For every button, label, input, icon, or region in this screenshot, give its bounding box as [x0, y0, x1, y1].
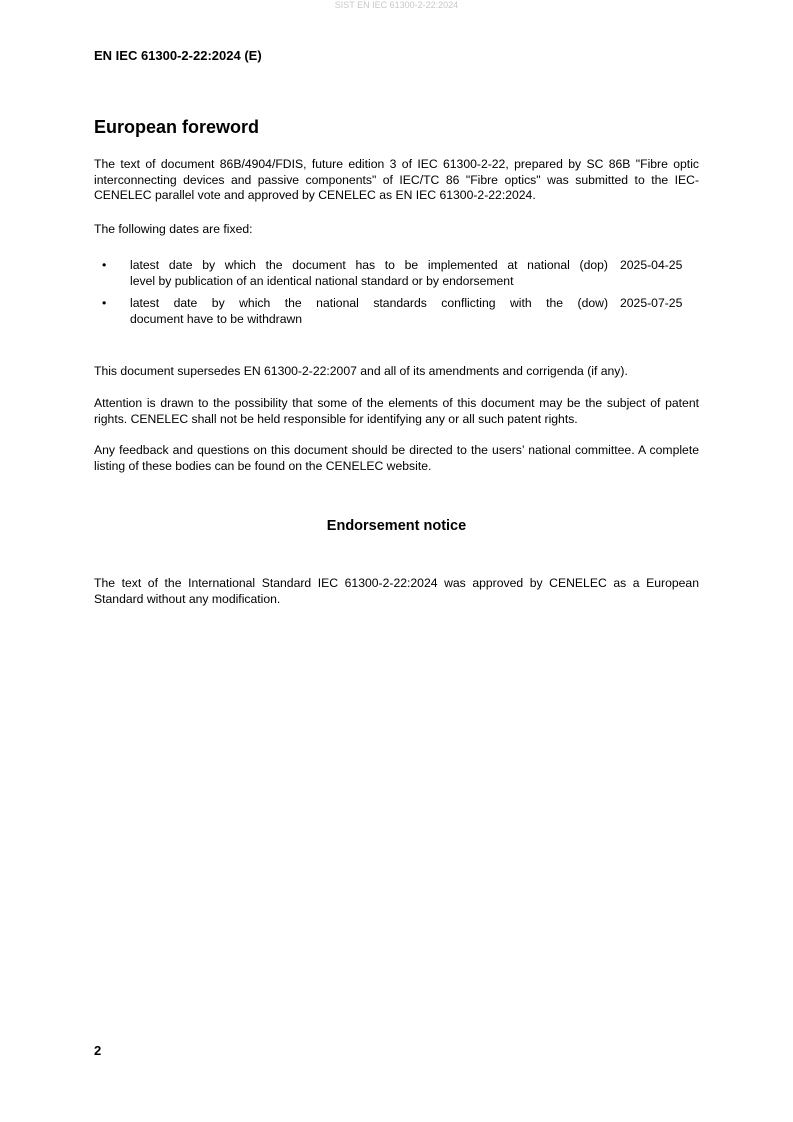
date-row-line2: level by publication of an identical national standard or by endorsement [130, 273, 514, 288]
bullet-icon: • [102, 258, 107, 272]
patent-attention-paragraph: Attention is drawn to the possibility that some of the elements of this document may be the subject of patent rights. CENELEC shall not be held responsible for identifying any or all such patent rights. [94, 396, 699, 426]
date-row-description [130, 258, 608, 289]
dates-intro-paragraph: The following dates are fixed: [94, 222, 253, 236]
date-row-description [130, 296, 608, 327]
date-value: 2025-04-25 [620, 258, 683, 272]
foreword-intro-paragraph: The text of document 86B/4904/FDIS, future edition 3 of IEC 61300-2-22, prepared by SC 86B "Fibre optic interconnecting devices and passive components" of IEC/TC 86 "Fibre optics" was submitted to the IEC-CENELEC parallel vote and approved by CENELEC as EN IEC 61300-2-22:2024. [94, 157, 699, 202]
date-row-line1: latest date by which the document has to be implemented at national (dop) [130, 258, 608, 272]
date-row-line2: document have to be withdrawn [130, 311, 303, 326]
watermark: SIST EN IEC 61300-2-22:2024 [334, 0, 459, 10]
page-number: 2 [94, 1043, 102, 1058]
endorsement-paragraph: The text of the International Standard IEC 61300-2-22:2024 was approved by CENELEC as a European Standard without any modification. [94, 576, 699, 606]
endorsement-title: Endorsement notice [326, 518, 467, 534]
feedback-paragraph: Any feedback and questions on this document should be directed to the users’ national committee. A complete listing of these bodies can be found on the CENELEC website. [94, 443, 699, 473]
date-value: 2025-07-25 [620, 296, 683, 310]
foreword-title: European foreword [94, 117, 260, 137]
supersedes-paragraph: This document supersedes EN 61300-2-22:2007 and all of its amendments and corrigenda (if any). [94, 364, 628, 378]
bullet-icon: • [102, 296, 107, 310]
date-row-line1: latest date by which the national standards conflicting with the (dow) [130, 296, 608, 310]
document-id: EN IEC 61300-2-22:2024 (E) [94, 48, 262, 63]
